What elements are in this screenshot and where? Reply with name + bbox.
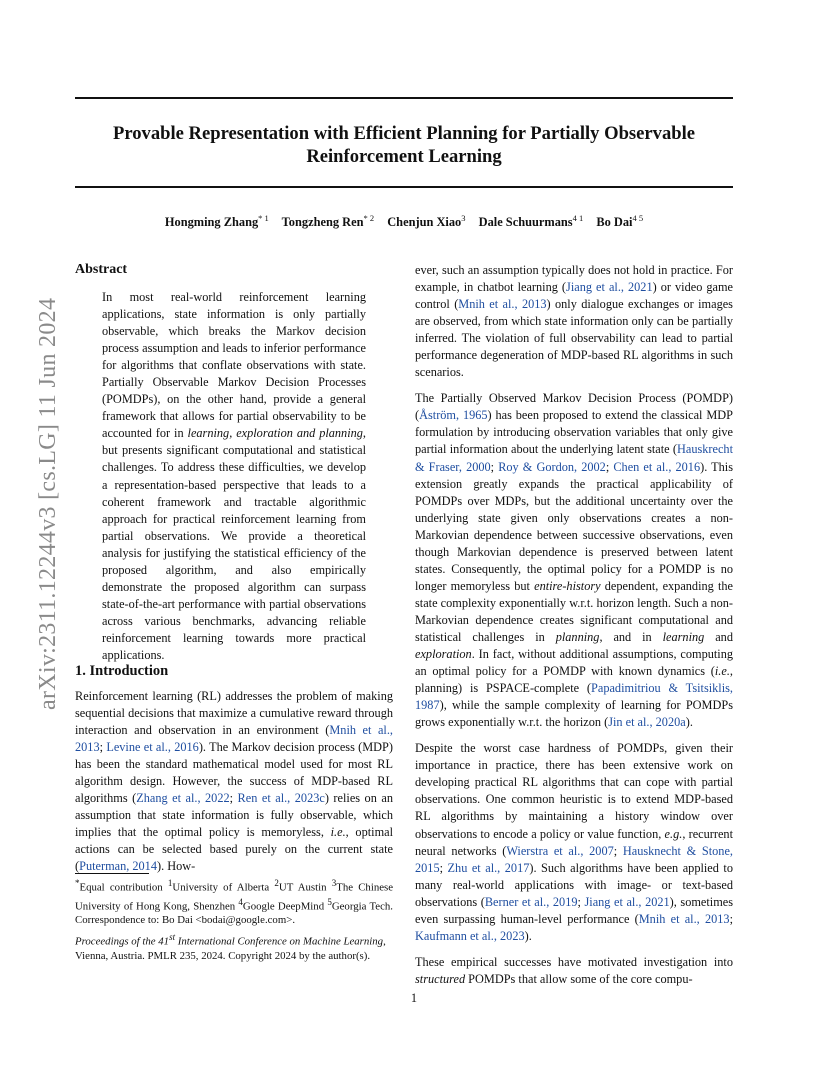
introduction-heading: 1. Introduction — [75, 663, 169, 679]
citation-link[interactable]: Hauskrecht & Fraser, 2000 — [415, 442, 733, 474]
paper-title — [75, 122, 733, 168]
citation-link[interactable]: Chen et al., 2016 — [613, 459, 701, 474]
citation-link[interactable]: Mnih et al., 2013 — [458, 297, 547, 312]
title-line-1: Provable Representation with Efficient Planning for Partially Observable — [112, 123, 696, 144]
right-paragraph-3: Despite the worst case hardness of POMDPs, given their importance in practice, there has been extensive work on developing practical RL algorithms that can cope with partial observations. One common heuristic is to extend MDP-based RL algorithms by maintaining a history window over observations to encode a policy or value function, e.g., recurrent neural networks (Wierstra et al., 2007; Hausknecht & Stone, 2015; Zhu et al., 2017). Such algorithms have been applied to many real-world applications with image- or text-based observations (Berner et al., 2019; Jiang et al., 2021), sometimes even surpassing human-level performance (Mnih et al., 2013; Kaufmann et al., 2023). — [415, 741, 734, 943]
citation-link[interactable]: Puterman, 2014 — [79, 859, 157, 874]
citation-link[interactable]: Mnih et al., 2013 — [75, 723, 393, 755]
page-number: 1 — [410, 991, 418, 1005]
author-name: Chenjun Xiao — [387, 215, 462, 230]
citation-link[interactable]: Ren et al., 2023c — [237, 791, 325, 806]
footnote-rule — [75, 873, 149, 874]
arxiv-stamp: arXiv:2311.12244v3 [cs.LG] 11 Jun 2024 — [35, 297, 61, 710]
right-paragraph-1: ever, such an assumption typically does not hold in practice. For example, in chatbot learning (Jiang et al., 2021) or video game control (Mnih et al., 2013) only dialogue exchanges or images are observed, from which state information only can be partially inferred. The violation of full observability can lead to partial performance degeneration of MDP-based RL algorithms in such scenarios. — [415, 263, 734, 380]
introduction-section — [75, 663, 393, 680]
citation-link[interactable]: Zhang et al., 2022 — [136, 791, 230, 806]
right-column — [415, 262, 733, 988]
citation-link[interactable]: Mnih et al., 2013 — [638, 911, 730, 926]
abstract-heading-wrap — [75, 261, 393, 278]
author-affiliation-mark: 3 — [461, 213, 466, 223]
author-affiliation-mark: * 1 — [258, 213, 269, 223]
citation-link[interactable]: Roy & Gordon, 2002 — [498, 459, 606, 474]
author-affiliation-mark: * 2 — [363, 213, 375, 223]
abstract-paragraph: In most real-world reinforcement learning applications, state information is only partially observable, which breaks the Markov decision process assumption and leads to inferior performance for algorithms that conflate observations with state. Partially Observable Markov Decision Processes (POMDPs), on the other hand, provide a general framework that allows for partial observability to be accounted for in learning, exploration and planning, but presents significant computational and statistical challenges. To address these difficulties, we develop a representation-based perspective that leads to a coherent framework and tractable algorithmic approach for practical reinforcement learning from partial observations. We provide a theoretical analysis for justifying the statistical efficiency of the proposed algorithm, and also empirically demonstrate the proposed algorithm can surpass state-of-the-art performance with partial observations across various benchmarks, advancing reliable reinforcement learning towards more practical applications. — [102, 290, 366, 662]
top-rule — [75, 97, 733, 99]
intro-paragraph: Reinforcement learning (RL) addresses the problem of making sequential decisions that maximize a cumulative reward through interaction and observation in an environment (Mnih et al., 2013; Levine et al., 2016). The Markov decision process (MDP) has been the standard mathematical model used for most RL algorithm design. However, the success of MDP-based RL algorithms (Zhang et al., 2022; Ren et al., 2023c) relies on an assumption that state information is fully observable, which implies that the optimal policy is memoryless, i.e., optimal actions can be selected based purely on the current state (Puterman, 2014). How- — [75, 689, 394, 874]
citation-link[interactable]: Papadimitriou & Tsitsiklis, 1987 — [415, 681, 733, 713]
citation-link[interactable]: Wierstra et al., 2007 — [506, 843, 614, 858]
citation-link[interactable]: Berner et al., 2019 — [484, 894, 578, 909]
introduction-body — [75, 688, 393, 876]
title-bottom-rule — [75, 186, 733, 188]
title-line-2: Reinforcement Learning — [306, 146, 502, 167]
author-name: Tongzheng Ren — [281, 215, 364, 230]
author-name: Bo Dai — [596, 215, 633, 230]
author-name: Hongming Zhang — [164, 215, 259, 230]
right-paragraph-4: These empirical successes have motivated investigation into structured POMDPs that allow some of the core compu- — [415, 954, 733, 986]
author-affiliation-mark: 4 1 — [572, 213, 584, 223]
citation-link[interactable]: Kaufmann et al., 2023 — [415, 928, 525, 943]
author-affiliation-mark: 4 5 — [632, 213, 644, 223]
right-paragraph-2: The Partially Observed Markov Decision Process (POMDP) (Åström, 1965) has been proposed to extend the classical MDP formulation by introducing observation variables that only give partial information about the underlying latent state (Hauskrecht & Fraser, 2000; Roy & Gordon, 2002; Chen et al., 2016). This extension greatly expands the practical applicability of POMDPs over MDPs, but the additional uncertainty over the underlying state given only observations creates a non-Markovian dependence between successive observations, even though Markovian dependence is preserved between latent states. Consequently, the optimal policy for a POMDP is no longer memoryless but entire-history dependent, expanding the state complexity exponentially w.r.t. horizon length. Such a non-Markovian dependence creates significant computational and statistical challenges in planning, and in learning and exploration. In fact, without additional assumptions, computing an optimal policy for a POMDP with known dynamics (i.e., planning) is PSPACE-complete (Papadimitriou & Tsitsiklis, 1987), while the sample complexity of learning for POMDPs grows exponentially w.r.t. the horizon (Jin et al., 2020a). — [415, 391, 734, 730]
author-name: Dale Schuurmans — [478, 215, 573, 230]
footnote: *Equal contribution $^1$University of Alberta $^2$UT Austin $^3$The Chinese University of Hong Kong, Shenzhen $^4$Google DeepMind $^5$Georgia Tech. Correspondence to: Bo Dai <bodai@google.com>. — [75, 878, 393, 927]
abstract-heading: Abstract — [75, 262, 128, 277]
citation-link[interactable]: Zhu et al., 2017 — [447, 860, 530, 875]
citation-link[interactable]: Hausknecht & Stone, 2015 — [415, 843, 733, 875]
proceedings-note: Proceedings of the 41st International Conference on Machine Learning, Vienna, Austria. PMLR 235, 2024. Copyright 2024 by the author(s). — [75, 932, 386, 962]
citation-link[interactable]: Jiang et al., 2021 — [566, 280, 653, 295]
citation-link[interactable]: Jiang et al., 2021 — [584, 894, 670, 909]
abstract-body — [102, 289, 366, 664]
citation-link[interactable]: Jin et al., 2020a — [608, 715, 686, 730]
citation-link[interactable]: Levine et al., 2016 — [106, 740, 199, 755]
citation-link[interactable]: Åström, 1965 — [419, 408, 488, 423]
author-list — [75, 213, 733, 230]
